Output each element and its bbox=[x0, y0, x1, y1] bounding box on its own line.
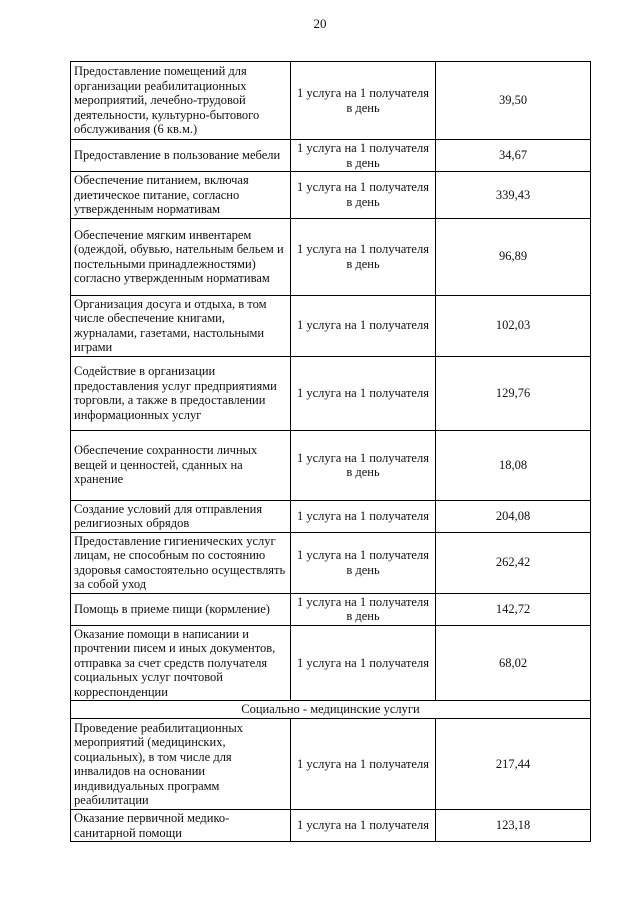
table-row bbox=[71, 62, 591, 140]
section-header-row bbox=[71, 701, 591, 719]
service-price: 39,50 bbox=[436, 62, 591, 140]
service-price: 217,44 bbox=[436, 719, 591, 810]
table-row bbox=[71, 532, 591, 593]
service-price: 34,67 bbox=[436, 140, 591, 172]
service-name: Предоставление гигиенических услуг лицам, не способным по состоянию здоровья самостоятельно осуществлять за собой уход bbox=[71, 532, 291, 593]
service-unit: 1 услуга на 1 получателя bbox=[291, 625, 436, 701]
table-row bbox=[71, 218, 591, 295]
service-price: 142,72 bbox=[436, 593, 591, 625]
table-row bbox=[71, 172, 591, 219]
service-unit: 1 услуга на 1 получателя bbox=[291, 500, 436, 532]
service-name: Организация досуга и отдыха, в том числе обеспечение книгами, журналами, газетами, настольными играми bbox=[71, 295, 291, 356]
table-row bbox=[71, 356, 591, 430]
table-row bbox=[71, 295, 591, 356]
service-unit: 1 услуга на 1 получателя в день bbox=[291, 62, 436, 140]
service-unit: 1 услуга на 1 получателя bbox=[291, 295, 436, 356]
section-title: Социально - медицинские услуги bbox=[71, 701, 591, 719]
service-name: Проведение реабилитационных мероприятий (медицинских, социальных), в том числе для инвалидов на основании индивидуальных программ реабилитации bbox=[71, 719, 291, 810]
service-unit: 1 услуга на 1 получателя в день bbox=[291, 140, 436, 172]
service-name: Создание условий для отправления религиозных обрядов bbox=[71, 500, 291, 532]
service-price: 96,89 bbox=[436, 218, 591, 295]
service-price: 68,02 bbox=[436, 625, 591, 701]
service-name: Оказание первичной медико-санитарной помощи bbox=[71, 810, 291, 842]
table-row bbox=[71, 810, 591, 842]
service-unit: 1 услуга на 1 получателя bbox=[291, 356, 436, 430]
service-price: 129,76 bbox=[436, 356, 591, 430]
service-unit: 1 услуга на 1 получателя bbox=[291, 810, 436, 842]
table-row bbox=[71, 593, 591, 625]
services-table bbox=[70, 61, 591, 842]
service-unit: 1 услуга на 1 получателя в день bbox=[291, 218, 436, 295]
table-row bbox=[71, 500, 591, 532]
service-price: 339,43 bbox=[436, 172, 591, 219]
service-name: Обеспечение питанием, включая диетическое питание, согласно утвержденным нормативам bbox=[71, 172, 291, 219]
table-row bbox=[71, 430, 591, 500]
service-unit: 1 услуга на 1 получателя в день bbox=[291, 430, 436, 500]
service-name: Содействие в организации предоставления услуг предприятиями торговли, а также в предоставлении информационных услуг bbox=[71, 356, 291, 430]
service-name: Предоставление в пользование мебели bbox=[71, 140, 291, 172]
service-name: Предоставление помещений для организации реабилитационных мероприятий, лечебно-трудовой деятельности, культурно-бытового обслуживания (6 кв.м.) bbox=[71, 62, 291, 140]
service-price: 18,08 bbox=[436, 430, 591, 500]
service-name: Оказание помощи в написании и прочтении писем и иных документов, отправка за счет средств получателя социальных услуг почтовой корреспонденции bbox=[71, 625, 291, 701]
service-name: Помощь в приеме пищи (кормление) bbox=[71, 593, 291, 625]
service-name: Обеспечение сохранности личных вещей и ценностей, сданных на хранение bbox=[71, 430, 291, 500]
table-row bbox=[71, 140, 591, 172]
service-unit: 1 услуга на 1 получателя в день bbox=[291, 172, 436, 219]
table-row bbox=[71, 625, 591, 701]
service-price: 102,03 bbox=[436, 295, 591, 356]
service-price: 262,42 bbox=[436, 532, 591, 593]
service-unit: 1 услуга на 1 получателя bbox=[291, 719, 436, 810]
service-price: 123,18 bbox=[436, 810, 591, 842]
service-unit: 1 услуга на 1 получателя в день bbox=[291, 532, 436, 593]
table-row bbox=[71, 719, 591, 810]
service-unit: 1 услуга на 1 получателя в день bbox=[291, 593, 436, 625]
service-price: 204,08 bbox=[436, 500, 591, 532]
service-name: Обеспечение мягким инвентарем (одеждой, обувью, нательным бельем и постельными принадлежностями) согласно утвержденным нормативам bbox=[71, 218, 291, 295]
page-number: 20 bbox=[313, 16, 327, 31]
